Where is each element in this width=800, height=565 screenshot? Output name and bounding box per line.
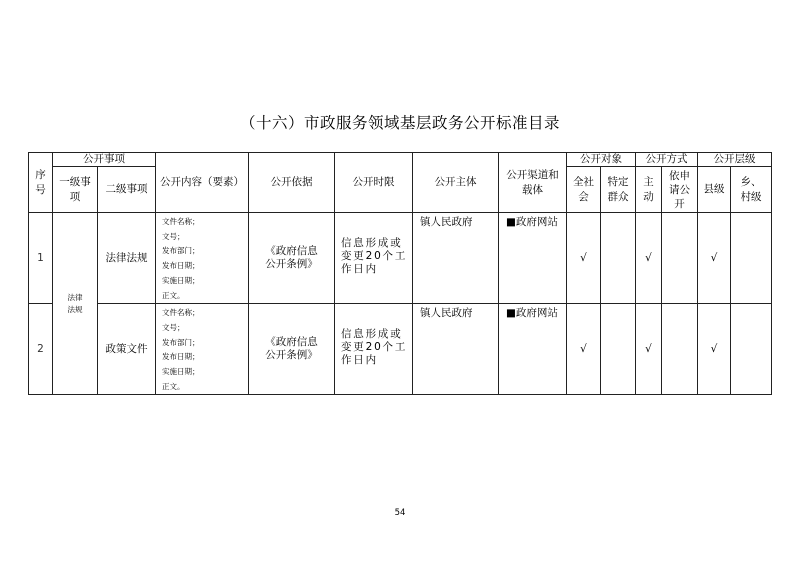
row-subject: 镇人民政府 bbox=[413, 213, 499, 304]
page-title: （十六）市政服务领域基层政务公开标准目录 bbox=[239, 114, 560, 132]
row-target-all: √ bbox=[567, 304, 601, 395]
row-target-specific bbox=[601, 304, 636, 395]
header-method-apply: 依申请公开 bbox=[662, 167, 698, 213]
row-level-county: √ bbox=[698, 304, 731, 395]
row-deadline: 信息形成或变更20个工作日内 bbox=[335, 213, 413, 304]
header-target-all: 全社会 bbox=[567, 167, 601, 213]
header-content: 公开内容（要素） bbox=[156, 153, 249, 213]
row-level2: 政策文件 bbox=[98, 304, 156, 395]
header-level-township: 乡、村级 bbox=[731, 167, 772, 213]
header-method-active: 主动 bbox=[636, 167, 662, 213]
row-basis: 《政府信息公开条例》 bbox=[249, 304, 335, 395]
row-channel: ■政府网站 bbox=[499, 213, 567, 304]
header-basis: 公开依据 bbox=[249, 153, 335, 213]
table-row bbox=[29, 213, 772, 304]
header-level-group: 公开层级 bbox=[698, 153, 772, 167]
header-subject: 公开主体 bbox=[413, 153, 499, 213]
row-level-county: √ bbox=[698, 213, 731, 304]
catalog-table bbox=[28, 152, 772, 395]
header-seq: 序号 bbox=[29, 153, 53, 213]
row-level2: 法律法规 bbox=[98, 213, 156, 304]
row-level-township bbox=[731, 213, 772, 304]
header-level-county: 县级 bbox=[698, 167, 731, 213]
header-level2: 二级事项 bbox=[98, 167, 156, 213]
row-method-active: √ bbox=[636, 304, 662, 395]
row-level1: 法律法规 bbox=[53, 213, 98, 395]
row-level-township bbox=[731, 304, 772, 395]
row-seq: 2 bbox=[29, 304, 53, 395]
row-method-apply bbox=[662, 304, 698, 395]
header-row-1 bbox=[29, 153, 772, 167]
row-target-specific bbox=[601, 213, 636, 304]
row-content: 文件名称； 文号； 发布部门； 发布日期； 实施日期； 正文。 bbox=[156, 213, 249, 304]
row-content: 文件名称； 文号； 发布部门； 发布日期； 实施日期； 正文。 bbox=[156, 304, 249, 395]
header-target-specific: 特定群众 bbox=[601, 167, 636, 213]
row-deadline: 信息形成或变更20个工作日内 bbox=[335, 304, 413, 395]
row-channel: ■政府网站 bbox=[499, 304, 567, 395]
row-subject: 镇人民政府 bbox=[413, 304, 499, 395]
page-number: 54 bbox=[394, 508, 406, 518]
header-target-group: 公开对象 bbox=[567, 153, 636, 167]
row-target-all: √ bbox=[567, 213, 601, 304]
header-method-group: 公开方式 bbox=[636, 153, 698, 167]
row-basis: 《政府信息公开条例》 bbox=[249, 213, 335, 304]
row-method-apply bbox=[662, 213, 698, 304]
header-level1: 一级事项 bbox=[53, 167, 98, 213]
header-channel: 公开渠道和载体 bbox=[499, 153, 567, 213]
header-matter-group: 公开事项 bbox=[53, 153, 156, 167]
header-deadline: 公开时限 bbox=[335, 153, 413, 213]
row-method-active: √ bbox=[636, 213, 662, 304]
row-seq: 1 bbox=[29, 213, 53, 304]
table-row bbox=[29, 304, 772, 395]
